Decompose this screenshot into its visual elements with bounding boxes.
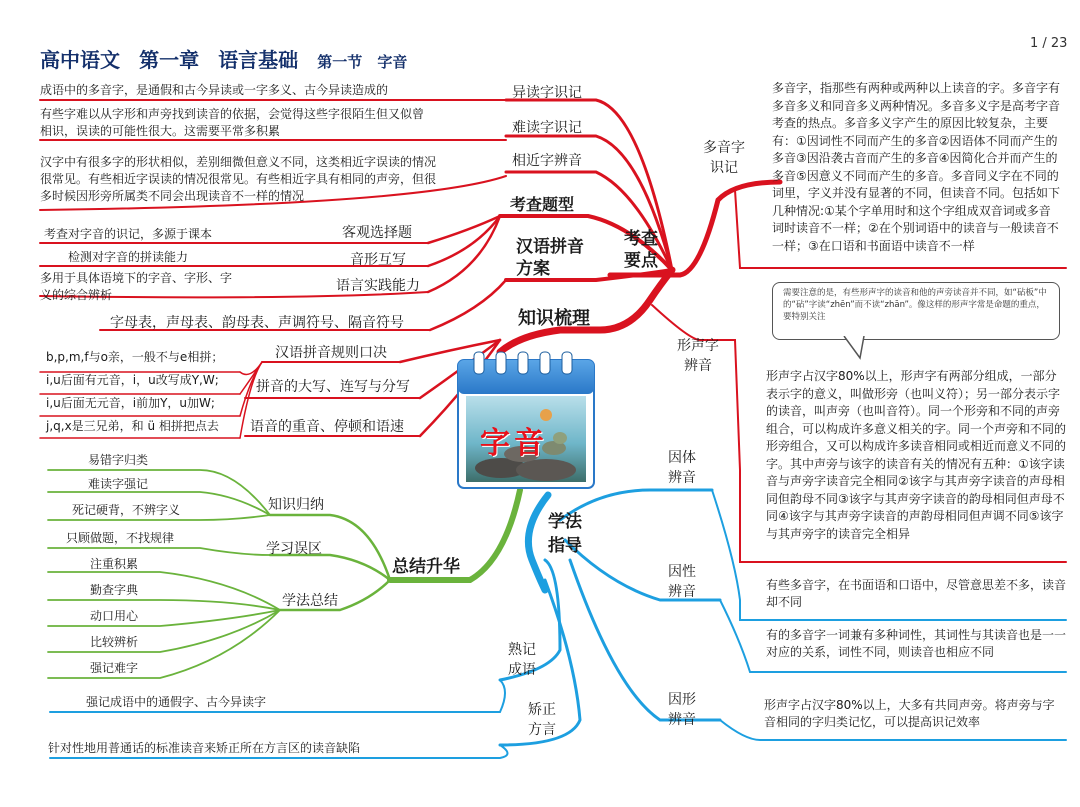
summary-item: 强记难字 — [90, 661, 139, 675]
caps-label: 拼音的大写、连写与分写 — [256, 379, 410, 395]
leaf-desc: 检测对字音的拼读能力 — [68, 250, 189, 264]
page-title — [40, 44, 407, 73]
title-course: 高中语文 — [40, 48, 120, 72]
branch-label: 因性辨音 — [668, 564, 696, 600]
leaf-desc: 汉字中有很多字的形状相似，差别细微但意义不同，这类相近字误读的情况很常见。有些相近字误读的情况很常见。有些相近字具有相同的声旁，但很多时候因形旁所属类不同会出现读音不一样的情况 — [40, 155, 437, 203]
leaf-desc: 针对性地用普通话的标准读音来矫正所在方言区的读音缺陷 — [48, 741, 361, 755]
summary-item: 比较辨析 — [90, 635, 139, 649]
rule-line: b,p,m,f与o亲，一般不与e相拼； — [46, 350, 224, 364]
branch-label: 相近字辨音 — [512, 153, 582, 169]
leaf-desc: 强记成语中的通假字、古今异读字 — [86, 695, 267, 709]
bubble-tail — [840, 336, 870, 360]
summary-item: 动口用心 — [90, 609, 139, 623]
pinyin-scheme-items: 字母表，声母表、韵母表、声调符号、隔音符号 — [110, 315, 404, 331]
summary-item: 难读字强记 — [88, 477, 149, 491]
branch-label: 因形辨音 — [668, 692, 696, 728]
leaf-desc: 形声字占汉字80%以上，大多有共同声旁。将声旁与字音相同的字归类记忆，可以提高识记效率 — [764, 698, 1055, 729]
knowledge-label: 知识梳理 — [518, 308, 590, 329]
title-section: 第一节 — [317, 53, 363, 71]
leaf-desc: 多用于具体语境下的字音、字形、字义的综合辨析 — [40, 271, 233, 302]
rule-line: j,q,x是三兄弟，和 ü 相拼把点去 — [46, 419, 219, 433]
leaf-desc: 考查对字音的识记，多源于课本 — [44, 227, 213, 241]
title-chapter: 第一章 — [139, 48, 200, 72]
rule-line: i,u后面无元音，i前加Y，u加W; — [46, 396, 215, 410]
summary-item: 只顾做题，不找规律 — [66, 531, 175, 545]
summary-item: 注重积累 — [90, 557, 139, 571]
group-label: 知识归纳 — [268, 497, 324, 513]
branch-label: 异读字识记 — [512, 85, 582, 101]
rule-line: i,u后面有元音，i，u改写成Y,W; — [46, 373, 219, 387]
branch-label: 形声字辨音 — [677, 338, 719, 374]
note-bubble — [772, 282, 1060, 340]
phono-text: 形声字占汉字80%以上，形声字有两部分组成，一部分表示字的意义，叫做形旁（也叫义符）；另一部分表示字的读音，叫声旁（也叫音符）。同一个形旁和不同的声旁组合，可以构成许多意义相关的字。同一个声旁和不同的形旁组合，又可以构成许多读音相同或相近而意义不同的字。其中声旁与该字的读音有关的情况有五种：①该字读音与声旁字读音完全相同②该字与其声旁字读音的声母相同但韵母不同③该字与其声旁字读音的韵母相同但声母不同④该字与其声旁字读音的声韵母相同但声调不同⑤该字与其声旁字的读音完全相异 — [766, 369, 1067, 541]
rules-label: 汉语拼音规则口决 — [275, 345, 387, 361]
center-label: 字音 — [480, 426, 548, 461]
leaf-desc: 有些字难以从字形和声旁找到读音的依据，会觉得这些字很陌生但又似曾相识，误读的可能性很大。这需要平常多积累 — [40, 107, 425, 138]
branch-label: 音形互写 — [350, 252, 406, 268]
exam-type-label: 考查题型 — [510, 195, 575, 214]
pinyin-scheme-label: 汉语拼音方案 — [516, 237, 584, 279]
exam-points-label: 考查要点 — [624, 229, 658, 271]
stress-label: 语音的重音、停顿和语速 — [250, 419, 404, 435]
summary-item: 勤查字典 — [90, 583, 139, 597]
branch-label: 因体辨音 — [668, 450, 696, 486]
branch-label: 语言实践能力 — [336, 278, 420, 294]
group-label: 学习误区 — [266, 541, 322, 557]
branch-label: 矫正方言 — [528, 702, 556, 738]
method-label: 学法指导 — [548, 512, 582, 556]
branch-label: 多音字识记 — [703, 140, 745, 176]
branch-label: 难读字识记 — [512, 120, 582, 136]
branch-label: 熟记成语 — [508, 642, 536, 678]
summary-item: 易错字归类 — [88, 453, 149, 467]
polyphone-text: 多音字，指那些有两种或两种以上读音的字。多音字有多音多义和同音多义两种情况。多音多义字是高考字音考查的热点。多音多义字产生的原因比较复杂，主要有：①因词性不同而产生的多音②因语体不同而产生的多音③因沿袭古音而产生的多音④因简化合并而产生的多音⑤因意义不同而产生的多音。多音同义字在不同的词里，字义并没有显著的不同，但读音不同。包括如下几种情况:①某个字单用时和这个字组成双音词或多音词时读音不一样；②在个别词语中的读音与一般读音不一样；③在口语和书面语中读音不一样 — [772, 81, 1061, 253]
bubble-text: 需要注意的是，有些形声字的读音和他的声旁读音并不同，如“砧板”中的“砧”字读“zhēn”而不读“zhān”。像这样的形声字常是命题的重点，要特别关注 — [783, 288, 1047, 322]
group-label: 学法总结 — [282, 593, 338, 609]
summary-label: 总结升华 — [392, 557, 460, 577]
branch-label: 客观选择题 — [342, 225, 412, 241]
page-indicator: 1 / 23 — [1030, 36, 1068, 51]
title-topic: 语言基础 — [218, 48, 299, 72]
leaf-desc: 有的多音字一词兼有多种词性，其词性与其读音也是一一对应的关系，词性不同，则读音也相应不同 — [766, 628, 1067, 659]
summary-item: 死记硬背，不辨字义 — [72, 503, 181, 517]
center-calendar — [456, 350, 596, 490]
title-section-topic: 字音 — [377, 53, 408, 71]
leaf-desc: 有些多音字，在书面语和口语中，尽管意思差不多，读音却不同 — [766, 578, 1067, 609]
leaf-desc: 成语中的多音字，是通假和古今异读或一字多义、古今异读造成的 — [40, 83, 389, 97]
